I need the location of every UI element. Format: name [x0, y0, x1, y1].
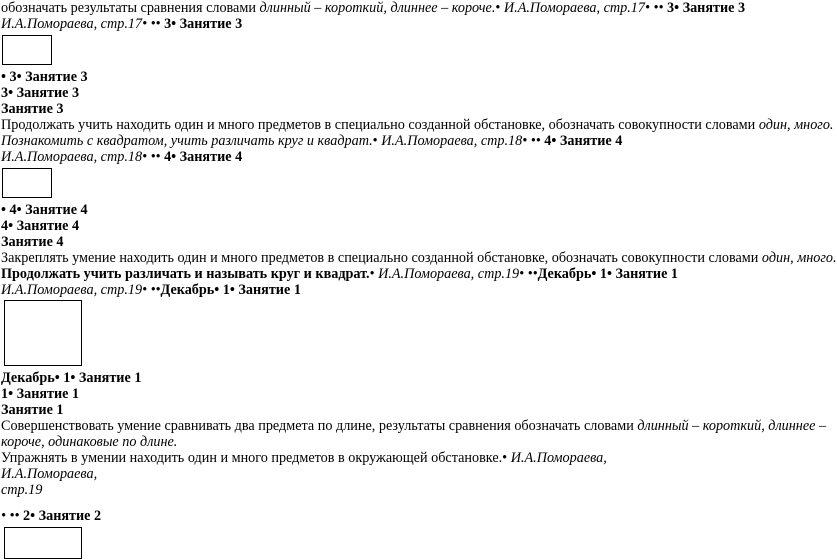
plain-text: Продолжать учить находить один и много предметов в специально созданной обстановке, обозначать совокупности словами: [1, 117, 759, 133]
bullet-glyphs: • ••: [142, 16, 161, 32]
reference-text: И.А.Помораева,: [507, 450, 607, 466]
text-line-19: [1, 434, 813, 450]
bullet-glyph: •: [372, 133, 378, 149]
lesson-heading: Занятие 4: [1, 234, 64, 250]
reference-text: И.А.Помораева, стр.19: [1, 282, 143, 298]
lesson-heading: Декабрь• 1• Занятие 1: [1, 370, 142, 386]
bullet-glyphs: • ••: [142, 282, 161, 298]
plain-text: Совершенствовать умение сравнивать два предмета по длине, результаты сравнения обозначать словами: [1, 418, 638, 434]
bullet-glyphs: • ••: [519, 266, 538, 282]
lesson-heading: Декабрь• 1• Занятие 1: [537, 266, 679, 282]
bullet-glyphs: • ••: [142, 149, 161, 165]
text-line-22: [1, 482, 813, 498]
reference-text: И.А.Помораева, стр.19: [374, 266, 520, 282]
italic-text: длинный – короткий, длиннее –: [637, 418, 827, 434]
text-line-3: [1, 69, 813, 85]
text-line-18: [1, 418, 827, 434]
image-placeholder-box: [4, 527, 82, 559]
text-line-15: [1, 370, 813, 386]
lesson-heading: 1• Занятие 1: [1, 386, 80, 402]
lesson-heading: • 3• Занятие 3: [1, 69, 88, 85]
text-line-20: [1, 450, 813, 466]
text-line-1: [1, 0, 813, 16]
italic-text: Познакомить с квадратом, учить различать круг и квадрат.: [1, 133, 373, 149]
text-line-17: [1, 402, 813, 418]
lesson-heading: 4• Занятие 4: [1, 218, 80, 234]
text-line-14: [1, 282, 813, 298]
reference-text: стр.19: [1, 482, 43, 498]
italic-text: короче, одинаковые по длине.: [1, 434, 178, 450]
text-line-2: [1, 16, 813, 32]
plain-text: Упражнять в умении находить один и много предметов в окружающей обстановке.: [1, 450, 503, 466]
bullet-glyphs: • ••: [644, 0, 664, 16]
image-placeholder-box: [2, 35, 52, 65]
text-line-5: [1, 101, 813, 117]
bullet-glyph: •: [502, 450, 508, 466]
lesson-heading: 4• Занятие 4: [160, 149, 243, 165]
text-line-21: [1, 466, 813, 482]
lesson-heading: Занятие 3: [1, 101, 64, 117]
text-line-11: [1, 234, 813, 250]
text-line-4: [1, 85, 813, 101]
lesson-heading: 4• Занятие 4: [540, 133, 623, 149]
plain-text: Закреплять умение находить один и много предметов в специально созданной обстановке, обозначать совокупности словами: [1, 250, 762, 266]
text-line-12: [1, 250, 837, 266]
reference-text: И.А.Помораева, стр.18: [377, 133, 523, 149]
text-line-16: [1, 386, 813, 402]
reference-text: И.А.Помораева, стр.17: [1, 16, 143, 32]
italic-text: один, много.: [761, 250, 837, 266]
reference-text: И.А.Помораева,: [1, 466, 98, 482]
text-line-10: [1, 218, 813, 234]
bullet-glyphs: • ••: [522, 133, 541, 149]
bullet-glyph: •: [369, 266, 375, 282]
bold-text: Продолжать учить различать и называть круг и квадрат.: [1, 266, 370, 282]
text-line-13: [1, 266, 813, 282]
lesson-heading: • 4• Занятие 4: [1, 202, 88, 218]
bullet-glyphs: • ••: [1, 508, 20, 524]
lesson-heading: 3• Занятие 3: [663, 0, 746, 16]
image-placeholder-box: [2, 168, 52, 198]
text-line-8: [1, 149, 813, 165]
lesson-heading: 3• Занятие 3: [1, 85, 80, 101]
spacer: [1, 498, 813, 508]
text-line-23: [1, 508, 813, 524]
image-placeholder-box: [4, 300, 82, 366]
bullet-glyph: •: [495, 0, 501, 16]
reference-text: И.А.Помораева, стр.18: [1, 149, 143, 165]
reference-text: И.А.Помораева, стр.17: [500, 0, 645, 16]
italic-text: длинный – короткий, длиннее – короче.: [259, 0, 496, 16]
text-line-7: [1, 133, 813, 149]
text-line-6: [1, 117, 834, 133]
text-line-9: [1, 202, 813, 218]
lesson-heading: 2• Занятие 2: [19, 508, 102, 524]
italic-text: один, много.: [758, 117, 834, 133]
lesson-heading: Декабрь• 1• Занятие 1: [160, 282, 301, 298]
document-page: [1, 0, 837, 559]
plain-text: обозначать результаты сравнения словами: [1, 0, 260, 16]
lesson-heading: Занятие 1: [1, 402, 64, 418]
lesson-heading: 3• Занятие 3: [160, 16, 243, 32]
